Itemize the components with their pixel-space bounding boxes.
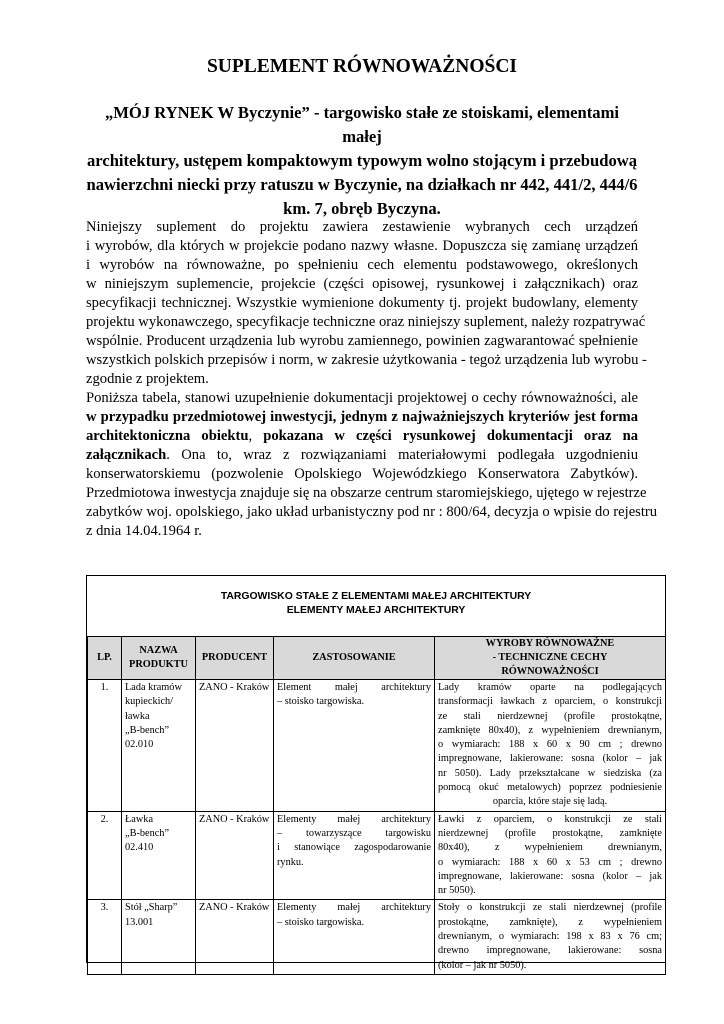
- cell-description: [435, 900, 666, 974]
- cell-line: oparcia, które staje się ladą.: [492, 796, 608, 808]
- cell-line: Lady kramów oparte na podlegających: [438, 682, 662, 693]
- document-subtitle: [86, 101, 638, 221]
- cell-line: o wymiarach: 188 x 60 x 53 cm ; drewno: [438, 856, 662, 868]
- cell-line: Stół „Sharp”: [125, 902, 178, 914]
- subtitle-line: „MÓJ RYNEK W Byczynie” - targowisko stałe ze stoiskami, elementami małej: [104, 103, 620, 146]
- column-header-producer: PRODUCENT: [196, 637, 274, 680]
- cell-line: – stoisko targowiska.: [277, 916, 365, 928]
- cell-line: – stoisko targowiska.: [277, 696, 365, 708]
- cell-lp: 1.: [88, 680, 122, 812]
- paragraph-line: [86, 446, 638, 465]
- cell-line: Elementy małej architektury: [277, 902, 431, 914]
- header-line: NAZWA: [139, 645, 178, 656]
- subtitle-line: architektury, ustępem kompaktowym typowym wolno stojącym i przebudową: [86, 151, 638, 170]
- column-header-equivalent: [435, 637, 666, 680]
- paragraph-text: . Ona to, wraz z rozwiązaniami materiałowymi podlegała uzgodnieniu: [166, 447, 638, 463]
- cell-description: [435, 680, 666, 812]
- cell-line: Ławki z oparciem, o konstrukcji ze stali: [438, 813, 662, 825]
- table-row: [88, 900, 666, 974]
- header-line: PRODUKTU: [129, 659, 188, 670]
- subtitle-line: km. 7, obręb Byczyna.: [283, 199, 441, 218]
- cell-line: ławka: [125, 710, 150, 722]
- bold-text: w przypadku przedmiotowej inwestycji, jednym z najważniejszych kryteriów jest forma: [86, 409, 638, 425]
- paragraph-line-bold: [86, 427, 638, 446]
- paragraph-line-bold: [86, 408, 638, 427]
- paragraph-line: konserwatorskiemu (pozwolenie Opolskiego Wojewódzkiego Konserwatora Zabytków).: [86, 466, 638, 482]
- cell-line: 02.410: [125, 842, 154, 854]
- header-line: - TECHNICZNE CECHY: [492, 652, 608, 663]
- cell-producer: ZANO - Kraków: [196, 811, 274, 900]
- document-title: SUPLEMENT RÓWNOWAŻNOŚCI: [206, 56, 518, 77]
- cell-line: i stanowiące zagospodarowanie: [277, 842, 431, 854]
- header-line: RÓWNOWAŻNOŚCI: [501, 666, 599, 677]
- cell-line: drewnianym, o wymiarach: 198 x 83 x 76 cm;: [438, 931, 662, 943]
- table-heading-line: TARGOWISKO STAŁE Z ELEMENTAMI MAŁEJ ARCHITEKTURY: [220, 591, 532, 602]
- paragraph-line: Niniejszy suplement do projektu zawiera zestawienie wybranych cech urządzeń: [86, 219, 638, 235]
- column-header-usage: ZASTOSOWANIE: [274, 637, 435, 680]
- cell-product-name: [122, 900, 196, 974]
- cell-lp: 3.: [88, 900, 122, 974]
- products-table: [87, 636, 666, 975]
- cell-usage: [274, 680, 435, 812]
- cell-line: 13.001: [125, 916, 154, 928]
- table-header-row: [88, 637, 666, 680]
- paragraph-line: z dnia 14.04.1964 r.: [86, 523, 202, 539]
- cell-line: 02.010: [125, 739, 154, 751]
- column-header-lp: LP.: [88, 637, 122, 680]
- cell-line: „B-bench”: [125, 724, 170, 736]
- cell-product-name: [122, 680, 196, 812]
- cell-line: Lada kramów: [125, 682, 182, 693]
- bold-text: pokazana w części rysunkowej dokumentacji oraz na: [263, 428, 638, 444]
- separator-text: ,: [248, 428, 253, 444]
- paragraph-line: w niniejszym suplemencie, projekcie (części opisowej, rysunkowej i załącznikach) oraz: [86, 276, 638, 292]
- cell-lp: 2.: [88, 811, 122, 900]
- cell-line: transformacji ławkach z oparciem, o konstrukcji: [438, 696, 662, 708]
- subtitle-line: nawierzchni niecki przy ratuszu w Byczynie, na działkach nr 442, 441/2, 444/6: [86, 175, 638, 194]
- cell-line: impregnowane, lakierowane: sosna (kolor – jak: [438, 753, 662, 765]
- cell-usage: [274, 811, 435, 900]
- cell-line: Elementy małej architektury: [277, 813, 431, 825]
- cell-producer: ZANO - Kraków: [196, 900, 274, 974]
- cell-line: drewno impregnowane, lakierowane: sosna: [438, 945, 662, 957]
- cell-line: pomocą okuć metalowych) poprzez podniesienie: [438, 782, 662, 794]
- table-heading: [87, 576, 665, 636]
- paragraph-line: wszystkich polskich przepisów i norm, w zakresie użytkowania - tegoż urządzenia lub wyrobu -: [86, 352, 647, 368]
- cell-line: o wymiarach: 188 x 60 x 90 cm ; drewno: [438, 739, 662, 751]
- cell-line: 80x40), z wypełnieniem drewnianym,: [438, 842, 662, 854]
- cell-producer: ZANO - Kraków: [196, 680, 274, 812]
- paragraph-line: wspólnie. Producent urządzenia lub wyrobu zamiennego, powinien zagwarantować spełnienie: [86, 333, 638, 349]
- paragraph-line: Poniższa tabela, stanowi uzupełnienie dokumentacji projektowej o cechy równoważności, ale: [86, 390, 638, 406]
- cell-line: nr 5050). Lady przekształcane w siedziska (za: [438, 767, 662, 779]
- table-heading-line: ELEMENTY MAŁEJ ARCHITEKTURY: [286, 605, 466, 616]
- header-line: WYROBY RÓWNOWAŻNE: [485, 638, 615, 649]
- cell-product-name: [122, 811, 196, 900]
- cell-line: kupieckich/: [125, 696, 174, 708]
- cell-line: – towarzyszące targowisku: [277, 827, 431, 839]
- cell-line: prostokątne, zamknięte), z wypełnieniem: [438, 916, 662, 928]
- cell-line: rynku.: [277, 856, 304, 868]
- paragraph-line: zgodnie z projektem.: [86, 371, 209, 387]
- cell-line: ze stali nierdzewnej (profile prostokątne,: [438, 710, 662, 722]
- paragraph-line: i wyrobów, dla których w projekcie podano nazwy własne. Dopuszcza się zamianę urządzeń: [86, 238, 638, 254]
- cell-description: [435, 811, 666, 900]
- cell-line: Stoły o konstrukcji ze stali nierdzewnej (profile: [438, 902, 662, 914]
- paragraph-line: Przedmiotowa inwestycja znajduje się na obszarze centrum staromiejskiego, ujętego w rejestrze: [86, 485, 647, 501]
- cell-line: zamknięte 80x40), z wypełnieniem drewnianym,: [438, 724, 662, 736]
- bold-text: załącznikach: [86, 447, 167, 463]
- bold-text: architektoniczna obiektu: [86, 428, 249, 444]
- cell-line: impregnowane, lakierowane: sosna (kolor – jak: [438, 870, 662, 882]
- table-row: [88, 811, 666, 900]
- cell-line: nierdzewnej (profile prostokątne, zamknięte: [438, 827, 662, 839]
- paragraph-line: i wyrobów na równoważne, po spełnieniu cech elementu podstawowego, określonych: [86, 257, 638, 273]
- paragraph-line: projektu wykonawczego, specyfikacje techniczne oraz niniejszy suplement, należy rozpatrywać: [86, 314, 646, 330]
- cell-line: (kolor – jak nr 5050).: [438, 959, 527, 971]
- cell-line: nr 5050).: [438, 885, 476, 897]
- cell-line: „B-bench”: [125, 827, 170, 839]
- table-row: [88, 680, 666, 812]
- column-header-name: [122, 637, 196, 680]
- cell-usage: [274, 900, 435, 974]
- paragraph-line: zabytków woj. opolskiego, jako układ urbanistyczny pod nr : 800/64, decyzja o wpisie do rejestru: [86, 504, 658, 520]
- cell-line: Ławka: [125, 813, 154, 825]
- cell-line: Element małej architektury: [277, 682, 431, 693]
- equivalence-table: [86, 575, 666, 971]
- paragraph-line: specyfikacji technicznej. Wszystkie wymienione dokumenty tj. projekt budowlany, elementy: [86, 295, 638, 311]
